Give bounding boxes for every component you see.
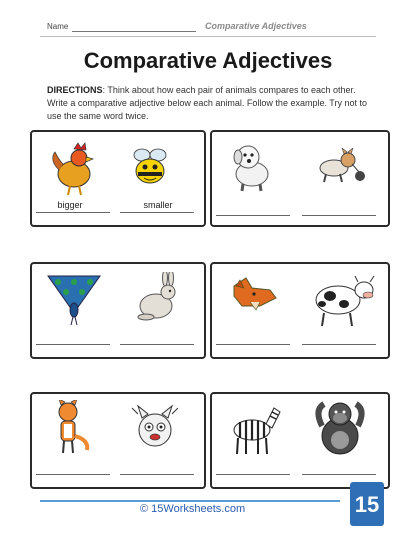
answer-smaller: smaller bbox=[143, 200, 173, 210]
answer-bigger: bigger bbox=[57, 200, 83, 210]
rabbit-image bbox=[132, 272, 182, 324]
cow-image bbox=[310, 270, 380, 328]
answer-line[interactable] bbox=[120, 344, 194, 345]
fox-cartoon-image bbox=[48, 400, 92, 456]
logo-number: 15 bbox=[354, 492, 380, 517]
answer-line[interactable] bbox=[216, 344, 290, 345]
answer-line[interactable] bbox=[120, 474, 194, 475]
answer-line[interactable] bbox=[120, 212, 194, 213]
directions bbox=[47, 84, 372, 123]
answer-line[interactable] bbox=[36, 474, 110, 475]
peacock-image bbox=[44, 270, 104, 326]
answer-line[interactable] bbox=[302, 474, 376, 475]
name-label: Name bbox=[47, 22, 69, 31]
dog-image bbox=[226, 140, 278, 192]
answer-line[interactable] bbox=[216, 215, 290, 216]
rooster-image bbox=[46, 140, 102, 196]
answer-line[interactable] bbox=[302, 215, 376, 216]
answer-line[interactable] bbox=[302, 344, 376, 345]
answer-line[interactable] bbox=[36, 212, 110, 213]
header-title: Comparative Adjectives bbox=[205, 21, 307, 31]
cat-image bbox=[130, 400, 180, 456]
small-dog-image bbox=[314, 148, 370, 188]
zebra-image bbox=[226, 402, 282, 456]
page-title: Comparative Adjectives bbox=[83, 48, 333, 73]
fox-image bbox=[230, 276, 278, 316]
footer-bar bbox=[40, 500, 340, 502]
answer-line[interactable] bbox=[36, 344, 110, 345]
directions-text: : Think about how each pair of animals compares to each other. Write a comparative adjective below each animal. Follow the example. Try not to use the same word twice. bbox=[47, 85, 367, 121]
bee-image bbox=[128, 146, 172, 190]
footer-link[interactable]: © 15Worksheets.com bbox=[140, 503, 246, 515]
directions-label: DIRECTIONS bbox=[47, 85, 103, 95]
answer-line[interactable] bbox=[216, 474, 290, 475]
gorilla-image bbox=[314, 400, 366, 460]
15worksheets-logo bbox=[350, 482, 384, 526]
name-line[interactable] bbox=[72, 31, 196, 32]
header-divider bbox=[40, 36, 376, 37]
